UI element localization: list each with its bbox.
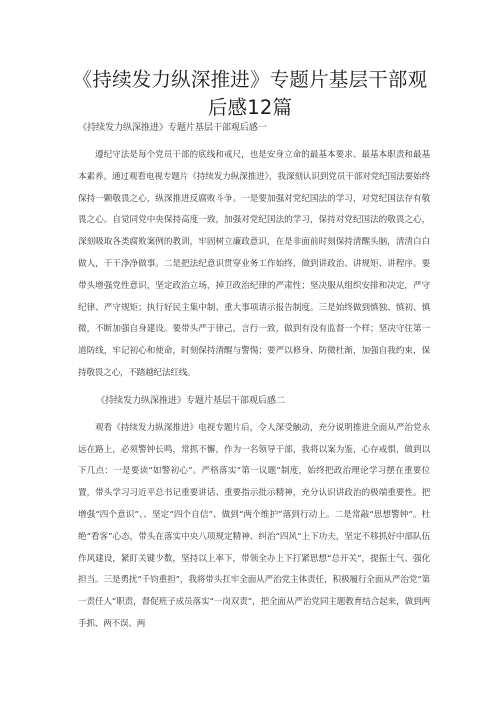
document-title-line-1: 《持续发力纵深推进》专题片基层干部观 (72, 68, 428, 91)
document-title-line-2: 后感12篇 (207, 96, 293, 119)
section-heading-2: 《持续发力纵深推进》专题片基层干部观后感二 (96, 394, 285, 406)
document-body (78, 122, 430, 636)
section-2-paragraph: 观看《持续发力纵深推进》电视专题片后，令人深受触动，充分说明推进全面从严治党永远在路上，必须警钟长鸣，常抓不懈，作为一名领导干部，我将以案为鉴，心存戒惧，做到以下几点：一是要读“如警初心”。严格落实“第一议题”制度，始终把政治理论学习摆在重要位置，带头学习习近平总书记重要讲话、重要指示批示精神，充分认识讲政治的极端重要性。把增强“四个意识”、、坚定“四个自信”、做到“两个维护”落到行动上。二是常敲“思想警钟”。杜绝“看客”心态，带头在落实中央八项规定精神、纠治“四风”上下功夫，坚定不移抓好中部队伍作风建设，紧盯关键少数，坚持以上率下，带领全办上下打紧思想“总开关”，提振士气、强化担当。三是勇扰“千钧重担”，我将带头扛牢全面从严治党主体责任，积极履行全面从严治党“第一责任人”职责，督促班子成员落实“一岗双责”，把全面从严治党同主题教育结合起来，做到两手抓、两不误、两 (78, 422, 430, 629)
document-title (0, 0, 500, 122)
section-1-paragraph: 遵纪守法是每个党员干部的底线和戒尺，也是安身立命的最基本要求、最基本职责和最基本素养。通过观看电视专题片《持续发力纵深推进》，我深刻认识到党员干部对党纪国法要始终保持一颗敬畏之心，纵深推进反腐败斗争。一是要加强对党纪国法的学习，对党纪国法存有敬畏之心。自觉同党中央保持高度一致，加强对党纪国法的学习，保持对党纪国法的敬畏之心，深刻吸取各类腐败案例的教训，牢固树立廉政意识，在是非面前时刻保持清醒头脑，清清白白做人，干干净净做事。二是把法纪意识贯穿业务工作始终，做到讲政治、讲规矩、讲程序。要带头增强党性意识，坚定政治立场，掉卫政治纪律的严肃性；坚决服从组织安排和决定，严守纪律、严守规矩；执行好民主集中制、重大事项请示报告制度。三是始终做到慎独、慎初、慎微，不断加强自身建设。要带头严于律己，言行一致，做到有没有监督一个样；坚决守住第一道防线，牢记初心和使命，时刻保持清醒与警惕；要严以修身、防微杜渐，加强自我约束，保持敬畏之心，不踏越纪法红线。 (78, 150, 430, 378)
section-heading-1: 《持续发力纵深推进》专题片基层干部观后感一 (78, 122, 267, 133)
